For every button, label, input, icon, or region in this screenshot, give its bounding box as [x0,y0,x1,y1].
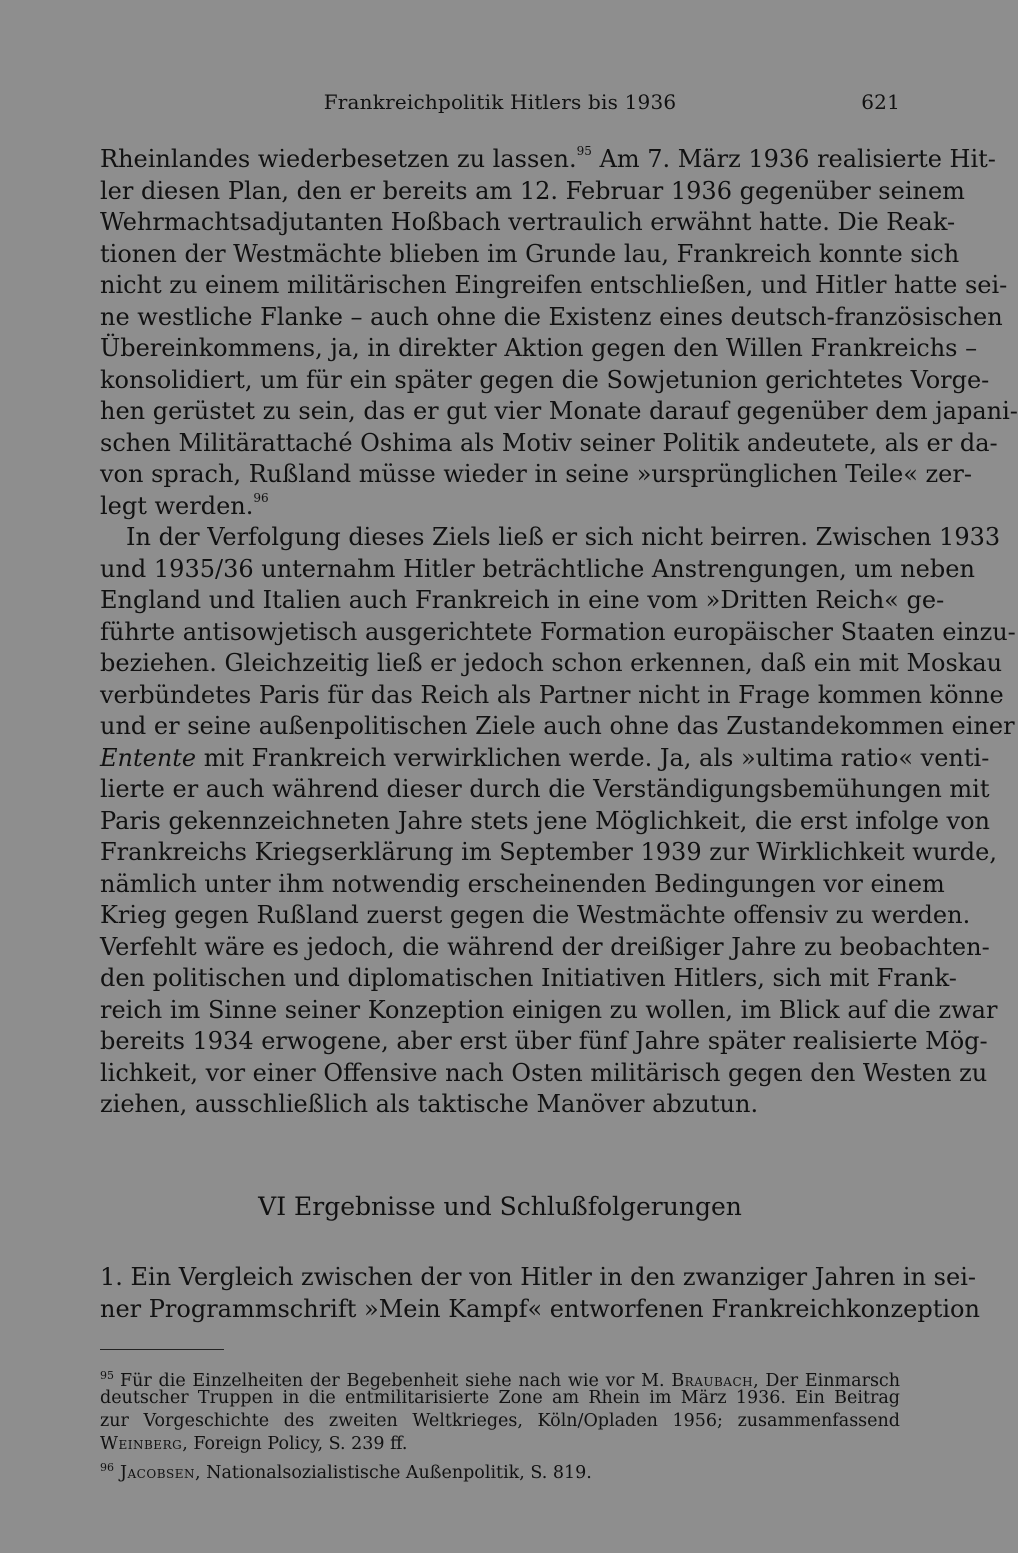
paragraph-2 [100,522,1016,1121]
footnote-95 [100,1364,900,1456]
text-line: beziehen. Gleichzeitig ließ er jedoch schon erkennen, daß ein mit Moskau [100,649,1003,677]
text-line: verbündetes Paris für das Reich als Partner nicht in Frage kommen könne [100,680,1004,709]
text-line: Übereinkommens, ja, in direkter Aktion gegen den Willen Frankreichs – [100,334,978,362]
text-line: konsolidiert, um für ein später gegen die Sowjetunion gerichtetes Vorge- [100,365,990,394]
footnote-number: 96 [100,1461,114,1474]
text-line [100,743,990,775]
text-line: Wehrmachtsadjutanten Hoßbach vertraulich erwähnt hatte. Die Reak- [100,208,956,236]
footnote-line [100,1456,900,1483]
text-line: tionen der Westmächte blieben im Grunde lau, Frankreich konnte sich [100,239,960,268]
text-line: den politischen und diplomatischen Initiativen Hitlers, sich mit Frank- [100,964,957,992]
author-name: Jacobsen [120,1463,195,1483]
running-header [100,86,900,120]
text-line: von sprach, Rußland müsse wieder in seine »ursprünglichen Teile« zer- [100,460,972,488]
footnotes [100,1364,900,1483]
text-line: In der Verfolgung dieses Ziels ließ er sich nicht beirren. Zwischen 1933 [126,523,1001,551]
footnote-ref-95[interactable]: 95 [576,144,592,158]
line-text: , Der Einmarsch [753,1371,900,1391]
section-heading: VI Ergebnisse und Schlußfolgerungen [258,1192,742,1221]
text-line: und 1935/36 unternahm Hitler beträchtliche Anstrengungen, um neben [100,554,975,583]
line-text: , Foreign Policy, S. 239 ff. [182,1434,408,1454]
text-line: 1. Ein Vergleich zwischen der von Hitler in den zwanziger Jahren in sei- [100,1263,976,1291]
text-line: Krieg gegen Rußland zuerst gegen die Westmächte offensiv zu werden. [100,901,971,929]
text-line: lierte er auch während dieser durch die Verständigungsbemühungen mit [100,775,990,803]
text-line [100,144,996,176]
author-name: Weinberg [100,1434,183,1454]
text-line: ler diesen Plan, den er bereits am 12. Februar 1936 gegenüber seinem [100,176,965,205]
footnote-line [100,1364,900,1391]
paragraph-1 [100,144,1018,522]
text-line: und er seine außenpolitischen Ziele auch ohne das Zustandekommen einer [100,712,1015,740]
text-line: lichkeit, vor einer Offensive nach Osten militärisch gegen den Westen zu [100,1058,988,1087]
text-line: ziehen, ausschließlich als taktische Manöver abzutun. [100,1090,759,1118]
text-line [100,491,900,523]
line-text: mit Frankreich verwirklichen werde. Ja, als »ultima ratio« venti- [196,743,990,772]
author-name: Braubach [671,1371,754,1391]
footnote-line: deutscher Truppen in die entmilitarisierte Zone am Rhein im März 1936. Ein Beitrag [100,1388,900,1408]
line-text: Für die Einzelheiten der Begebenheit siehe nach wie vor M. [120,1371,672,1391]
text-line: reich im Sinne seiner Konzeption einigen zu wollen, im Blick auf die zwar [100,995,998,1024]
text-line: hen gerüstet zu sein, das er gut vier Monate darauf gegenüber dem japani- [100,397,1018,425]
footnote-line: zur Vorgeschichte des zweiten Weltkrieges, Köln/Opladen 1956; zusammenfassend [100,1411,900,1431]
footnote-number: 95 [100,1369,114,1382]
footnote-ref-96[interactable]: 96 [253,490,269,505]
page-number: 621 [861,90,900,114]
text-line: ne westliche Flanke – auch ohne die Existenz eines deutsch-französischen [100,302,1003,331]
text-line: Frankreichs Kriegserklärung im September 1939 zur Wirklichkeit wurde, [100,838,997,866]
line-text: legt werden. [100,491,254,520]
italic-term: Entente [100,743,197,772]
text-line: führte antisowjetisch ausgerichtete Formation europäischer Staaten einzu- [100,617,1016,646]
text-line: Paris gekennzeichneten Jahre stets jene Möglichkeit, die erst infolge von [100,806,990,835]
text-line: nicht zu einem militärischen Eingreifen entschließen, und Hitler hatte sei- [100,271,1008,299]
line-text: Rheinlandes wiederbesetzen zu lassen. [100,145,577,173]
running-title: Frankreichpolitik Hitlers bis 1936 [323,90,677,114]
text-line: schen Militärattaché Oshima als Motiv seiner Politik andeutete, als er da- [100,428,998,457]
main-text [100,144,1018,1121]
text-line: England und Italien auch Frankreich in eine vom »Dritten Reich« ge- [100,586,945,614]
line-text: , Nationalsozialistische Außenpolitik, S. 819. [195,1463,592,1483]
footnote-96 [100,1456,900,1483]
text-line: bereits 1934 erwogene, aber erst über fünf Jahre später realisierte Mög- [100,1027,988,1055]
text-line: nämlich unter ihm notwendig erscheinenden Bedingungen vor einem [100,869,945,898]
footnote-line [100,1433,900,1456]
footnote-divider [100,1349,224,1350]
text-line: Verfehlt wäre es jedoch, die während der dreißiger Jahre zu beobachten- [100,932,990,961]
text-line: ner Programmschrift »Mein Kampf« entworfenen Frankreichkonzeption [100,1294,980,1323]
section-text [100,1262,980,1325]
line-text: Am 7. März 1936 realisierte Hit- [591,145,996,173]
